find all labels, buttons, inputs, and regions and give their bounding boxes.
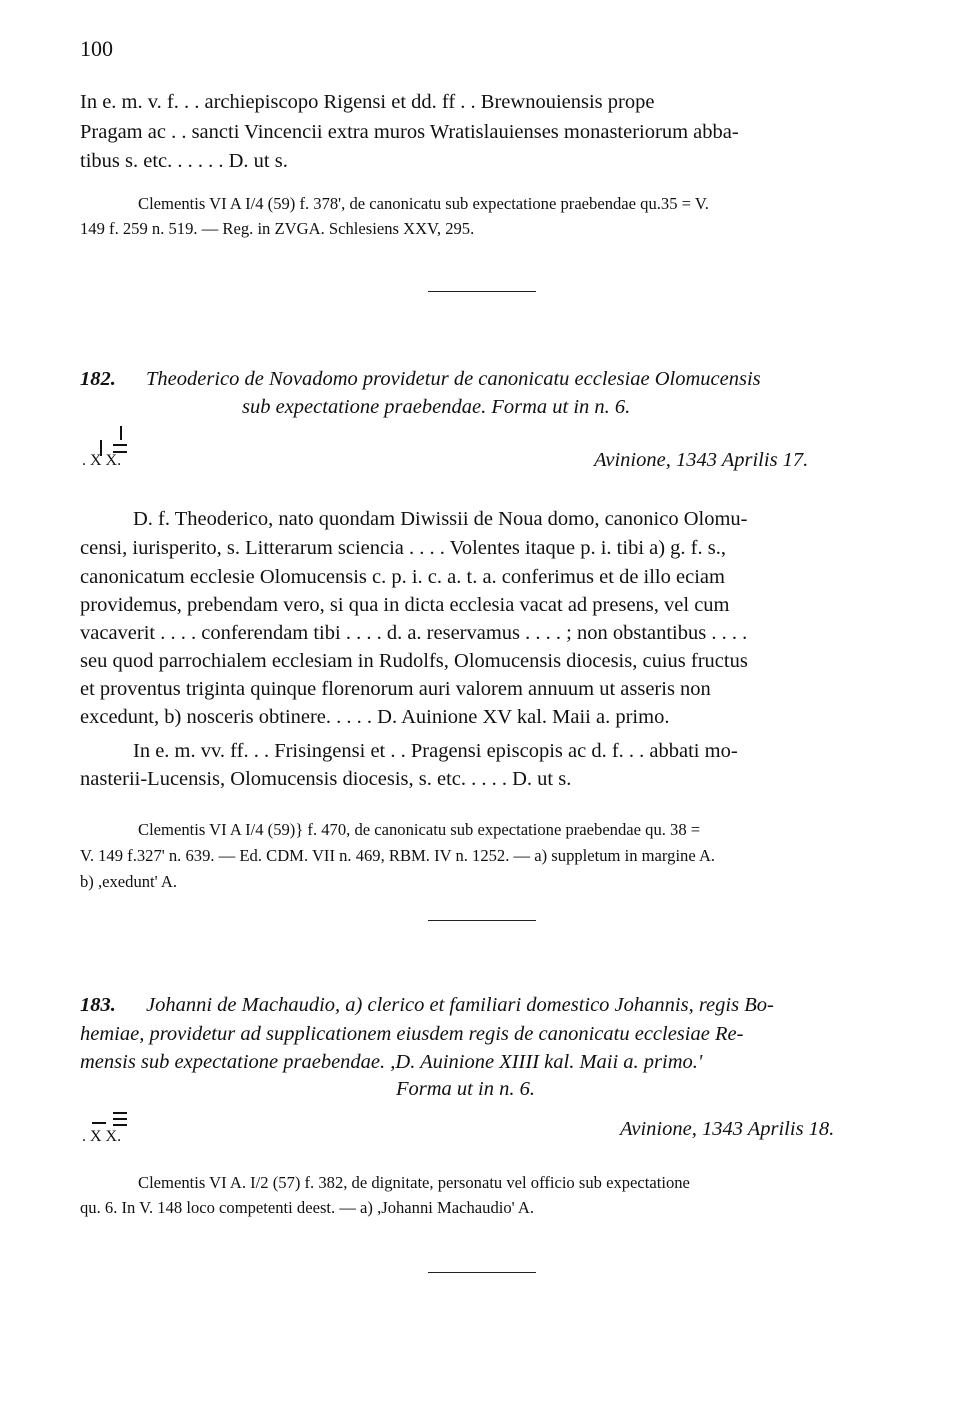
text-line: excedunt, b) nosceris obtinere. . . . . D. Auinione XV kal. Maii a. primo. (80, 706, 670, 728)
entry-heading-line: hemiae, providetur ad supplicationem eiusdem regis de canonicatu ecclesiae Re- (80, 1023, 744, 1045)
section-divider (428, 920, 536, 921)
text-line: Pragam ac . . sancti Vincencii extra muros Wratislauienses monasteriorum abba- (80, 121, 739, 143)
entry-heading-line: Johanni de Machaudio, a) clerico et familiari domestico Johannis, regis Bo- (146, 994, 774, 1016)
entry-heading-line: Theoderico de Novadomo providetur de canonicatu ecclesiae Olomucensis (146, 368, 761, 390)
footnote-line: Clementis VI A I/4 (59)} f. 470, de canonicatu sub expectatione praebendae qu. 38 = (138, 820, 701, 839)
registry-mark-stroke (113, 1124, 127, 1126)
footnote-line: V. 149 f.327' n. 639. — Ed. CDM. VII n. 469, RBM. IV n. 1252. — a) suppletum in margine A. (80, 846, 716, 865)
footnote-line: 149 f. 259 n. 519. — Reg. in ZVGA. Schlesiens XXV, 295. (80, 219, 475, 238)
entry-heading-line: mensis sub expectatione praebendae. ,D. Auinione XIIII kal. Maii a. primo.' (80, 1051, 703, 1073)
entry-number: 182. (80, 368, 116, 390)
text-line: canonicatum ecclesie Olomucensis c. p. i. c. a. t. a. conferimus et de illo eciam (80, 566, 725, 588)
section-divider (428, 291, 536, 292)
entry-date: Avinione, 1343 Aprilis 18. (620, 1118, 835, 1140)
text-line: seu quod parrochialem ecclesiam in Rudolfs, Olomucensis diocesis, cuius fructus (80, 650, 748, 672)
entry-date: Avinione, 1343 Aprilis 17. (594, 449, 809, 471)
entry-heading-line: Forma ut in n. 6. (396, 1078, 535, 1100)
text-line: providemus, prebendam vero, si qua in dicta ecclesia vacat ad presens, vel cum (80, 594, 730, 616)
registry-mark-stroke (113, 1112, 127, 1114)
text-line: In e. m. v. f. . . archiepiscopo Rigensi et dd. ff . . Brewnouiensis prope (80, 91, 655, 113)
text-line: tibus s. etc. . . . . . D. ut s. (80, 150, 288, 172)
registry-mark-stroke (113, 444, 127, 446)
footnote-line: Clementis VI A. I/2 (57) f. 382, de dignitate, personatu vel officio sub expectatione (138, 1173, 690, 1192)
registry-mark-stroke (120, 426, 122, 440)
entry-heading-line: sub expectatione praebendae. Forma ut in n. 6. (242, 396, 631, 418)
text-line: et proventus triginta quinque florenorum auri valorem annuum ut asseris non (80, 678, 711, 700)
text-line: vacaverit . . . . conferendam tibi . . . . d. a. reservamus . . . . ; non obstantibus . . . . (80, 622, 748, 644)
text-line: D. f. Theoderico, nato quondam Diwissii de Noua domo, canonico Olomu- (133, 508, 748, 530)
registry-mark: . X X. (82, 1128, 122, 1145)
registry-mark: . X X. (82, 452, 122, 469)
footnote-line: qu. 6. In V. 148 loco competenti deest. — a) ,Johanni Machaudio' A. (80, 1198, 535, 1217)
text-line: censi, iurisperito, s. Litterarum sciencia . . . . Volentes itaque p. i. tibi a) g. f. s., (80, 537, 726, 559)
page-number: 100 (80, 36, 113, 61)
footnote-line: Clementis VI A I/4 (59) f. 378', de canonicatu sub expectatione praebendae qu.35 = V. (138, 194, 709, 213)
footnote-line: b) ,exedunt' A. (80, 872, 178, 891)
registry-mark-stroke (92, 1122, 106, 1124)
registry-mark-stroke (113, 1118, 127, 1120)
text-line: nasterii-Lucensis, Olomucensis diocesis, s. etc. . . . . D. ut s. (80, 768, 572, 790)
text-line: In e. m. vv. ff. . . Frisingensi et . . Pragensi episcopis ac d. f. . . abbati mo- (133, 740, 738, 762)
entry-number: 183. (80, 994, 116, 1016)
section-divider (428, 1272, 536, 1273)
